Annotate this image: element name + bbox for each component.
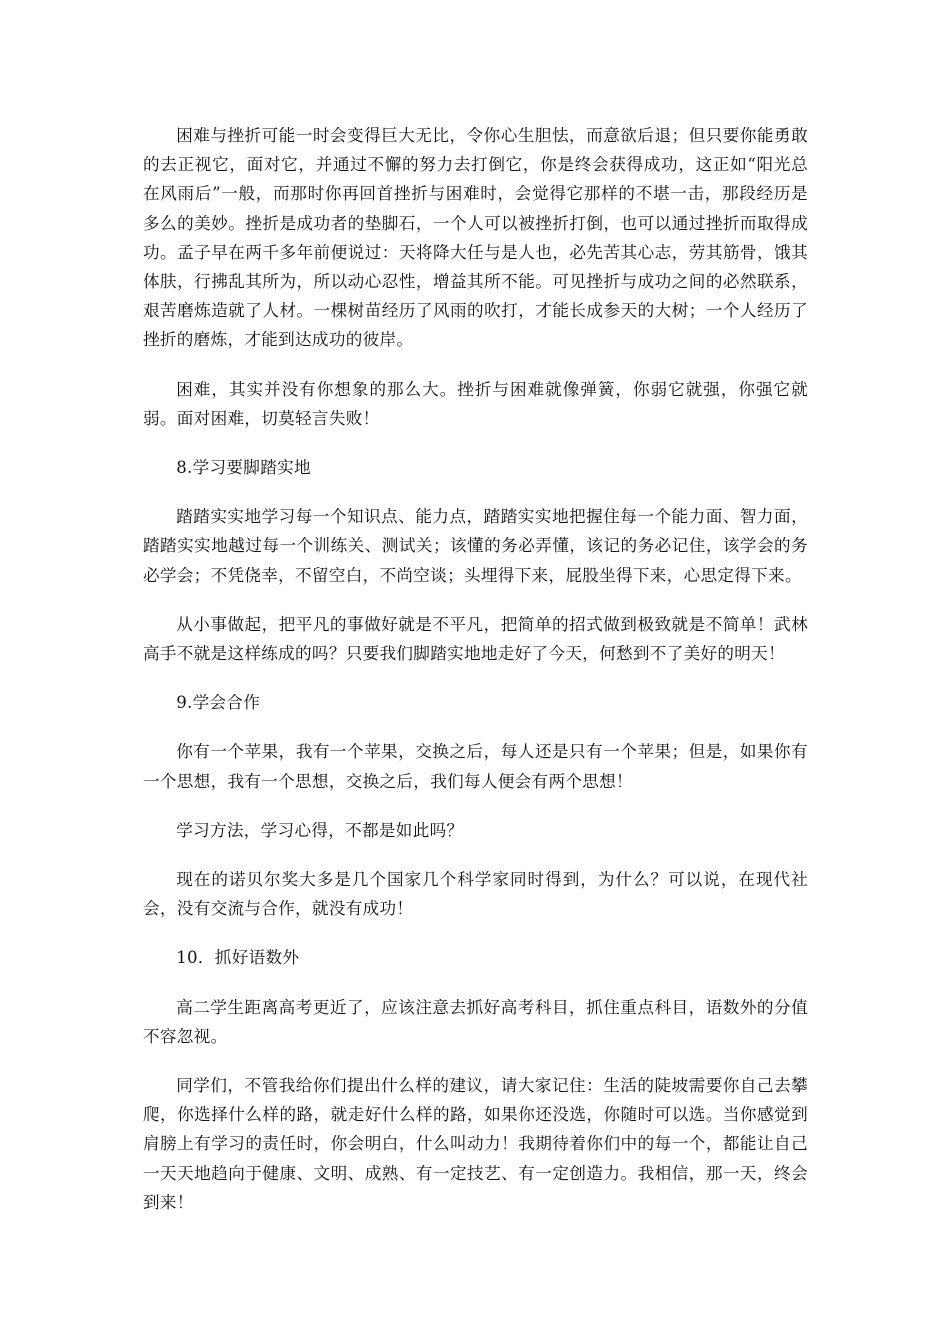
paragraph-core-subjects: 高二学生距离高考更近了，应该注意去抓好高考科目，抓住重点科目，语数外的分值不容忽视。 [143,997,808,1046]
section-heading-9: 9.学会合作 [176,693,261,713]
paragraph-study-methods: 学习方法，学习心得，不都是如此吗？ [176,820,464,840]
paragraph-small-things: 从小事做起，把平凡的事做好就是不平凡，把简单的招式做到极致就是不简单！武林高手不就是这样练成的吗？只要我们脚踏实地地走好了今天，何愁到不了美好的明天！ [143,614,808,664]
paragraph-apples: 你有一个苹果，我有一个苹果，交换之后，每人还是只有一个苹果；但是，如果你有一个思想，我有一个思想，交换之后，我们每人便会有两个思想！ [143,742,808,791]
paragraph-closing: 同学们，不管我给你们提出什么样的建议，请大家记住：生活的陡坡需要你自己去攀爬，你选择什么样的路，就走好什么样的路，如果你还没选，你随时可以选。当你感觉到肩膀上有学习的责任时，你会明白，什么叫动力！我期待着你们中的每一个，都能让自己一天天地趋向于健康、文明、成熟、有一定技艺、有一定创造力。我相信，那一天，终会到来！ [143,1076,808,1212]
document-body [143,121,808,1237]
paragraph-steady-study: 踏踏实实地学习每一个知识点、能力点，踏踏实实地把握住每一个能力面、智力面，踏踏实实地越过每一个训练关、测试关；该懂的务必弄懂，该记的务必记住，该学会的务必学会；不凭侥幸，不留空白，不尚空谈；头埋得下来，屁股坐得下来，心思定得下来。 [143,507,808,585]
paragraph-difficulty: 困难，其实并没有你想象的那么大。挫折与困难就像弹簧，你弱它就强，你强它就弱。面对困难，切莫轻言失败！ [143,379,808,428]
paragraph-adversity: 困难与挫折可能一时会变得巨大无比，令你心生胆怯，而意欲后退；但只要你能勇敢的去正视它，面对它，并通过不懈的努力去打倒它，你是终会获得成功，这正如“阳光总在风雨后”一般，而那时你再回首挫折与困难时，会觉得它那样的不堪一击，那段经历是多么的美妙。挫折是成功者的垫脚石，一个人可以被挫折打倒，也可以通过挫折而取得成功。孟子早在两千多年前便说过：天将降大任与是人也，必先苦其心志，劳其筋骨，饿其体肤，行拂乱其所为，所以动心忍性，增益其所不能。可见挫折与成功之间的必然联系，艰苦磨炼造就了人材。一棵树苗经历了风雨的吹打，才能长成参天的大树；一个人经历了挫折的磨炼，才能到达成功的彼岸。 [143,126,808,350]
section-heading-10: 10．抓好语数外 [176,948,300,968]
paragraph-nobel: 现在的诺贝尔奖大多是几个国家几个科学家同时得到，为什么？可以说，在现代社会，没有交流与合作，就没有成功！ [143,870,808,919]
section-heading-8: 8.学习要脚踏实地 [176,458,311,478]
